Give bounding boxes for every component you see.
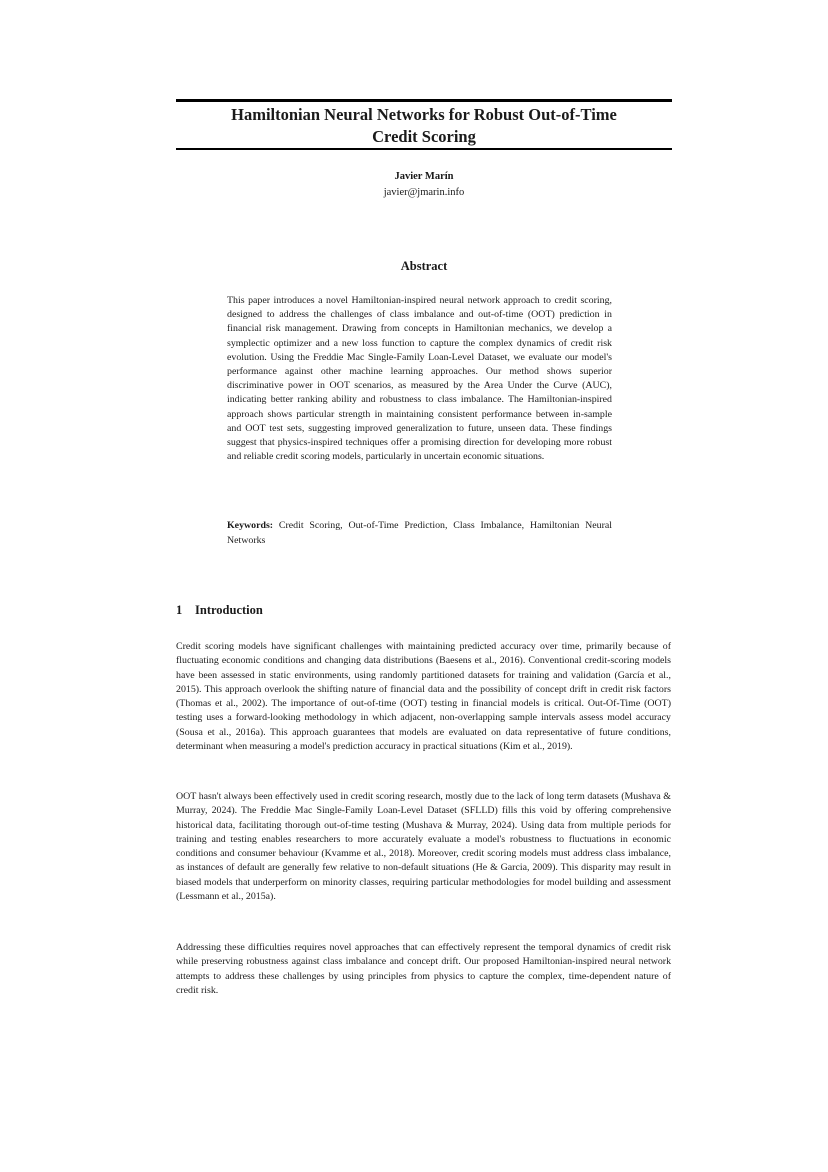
title-bottom-rule — [176, 148, 672, 150]
keywords-label: Keywords: — [227, 520, 274, 531]
title-top-rule — [176, 99, 672, 102]
section-heading — [176, 602, 263, 618]
intro-paragraph-3: Addressing these difficulties requires novel approaches that can effectively represent the temporal dynamics of credit risk while preserving robustness against class imbalance and concept drift. Our proposed Hamiltonian-inspired neural network attempts to address these challenges by using principles from physics to capture the complex, time-dependent nature of credit risk. — [176, 942, 671, 996]
paper-title — [176, 104, 672, 147]
author-email: javier@jmarin.info — [383, 187, 465, 198]
author-name: Javier Marín — [394, 171, 454, 182]
paper-title-line-2: Credit Scoring — [372, 126, 476, 146]
abstract-text: This paper introduces a novel Hamiltonian-inspired neural network approach to credit scoring, designed to address the challenges of class imbalance and out-of-time (OOT) prediction in financial risk management. Drawing from concepts in Hamiltonian mechanics, we develop a symplectic optimizer and a new loss function to capture the complex dynamics of credit risk evolution. Using the Freddie Mac Single-Family Loan-Level Dataset, we evaluate our model's performance against other machine learning approaches. Our method shows superior discriminative power in OOT scenarios, as measured by the Area Under the Curve (AUC), indicating better ranking ability and robustness to class imbalance. The Hamiltonian-inspired approach shows particular strength in maintaining consistent performance between in-sample and OOT test sets, suggesting improved generalization to future, unseen data. These findings suggest that physics-inspired techniques offer a promising direction for developing more robust and reliable credit scoring models, particularly in uncertain economic situations. — [227, 295, 612, 463]
intro-paragraph-1: Credit scoring models have significant challenges with maintaining predicted accuracy over time, primarily because of fluctuating economic conditions and changing data distributions (Baesens et al., 2016). Conventional credit-scoring models have been assessed in static environments, using randomly partitioned datasets for training and validation (García et al., 2015). This approach overlook the shifting nature of financial data and the possibility of concept drift in credit risk factors (Thomas et al., 2002). The importance of out-of-time (OOT) testing in financial models is critical. Out-Of-Time (OOT) testing uses a forward-looking methodology in which adjacent, non-overlapping sample intervals assess model accuracy (Sousa et al., 2016a). This approach guarantees that models are evaluated on data representative of future conditions, determinant when measuring a model's prediction accuracy in practical situations (Kim et al., 2019). — [176, 641, 671, 753]
paper-title-line-1: Hamiltonian Neural Networks for Robust Out-of-Time — [231, 105, 617, 124]
keywords-text: Credit Scoring, Out-of-Time Prediction, Class Imbalance, Hamiltonian Neural Networks — [227, 520, 613, 546]
intro-paragraph-2: OOT hasn't always been effectively used in credit scoring research, mostly due to the lack of long term datasets (Mushava & Murray, 2024). The Freddie Mac Single-Family Loan-Level Dataset (SFLLD) fills this void by offering comprehensive historical data, facilitating thorough out-of-time testing (Mushava & Murray, 2024). Using data from multiple periods for training and testing enables researchers to more accurately evaluate a model's robustness to fluctuations in economic conditions and consumer behaviour (Kvamme et al., 2018). Moreover, credit scoring models must address class imbalance, as instances of default are generally few relative to non-default situations (He & Garcia, 2009). This disparity may result in biased models that underperform on minority classes, requiring particular methodologies for model building and assessment (Lessmann et al., 2015a). — [176, 791, 671, 903]
section-title: Introduction — [195, 603, 263, 617]
keywords — [227, 518, 612, 548]
section-number: 1 — [176, 603, 183, 617]
abstract-heading: Abstract — [400, 259, 448, 273]
